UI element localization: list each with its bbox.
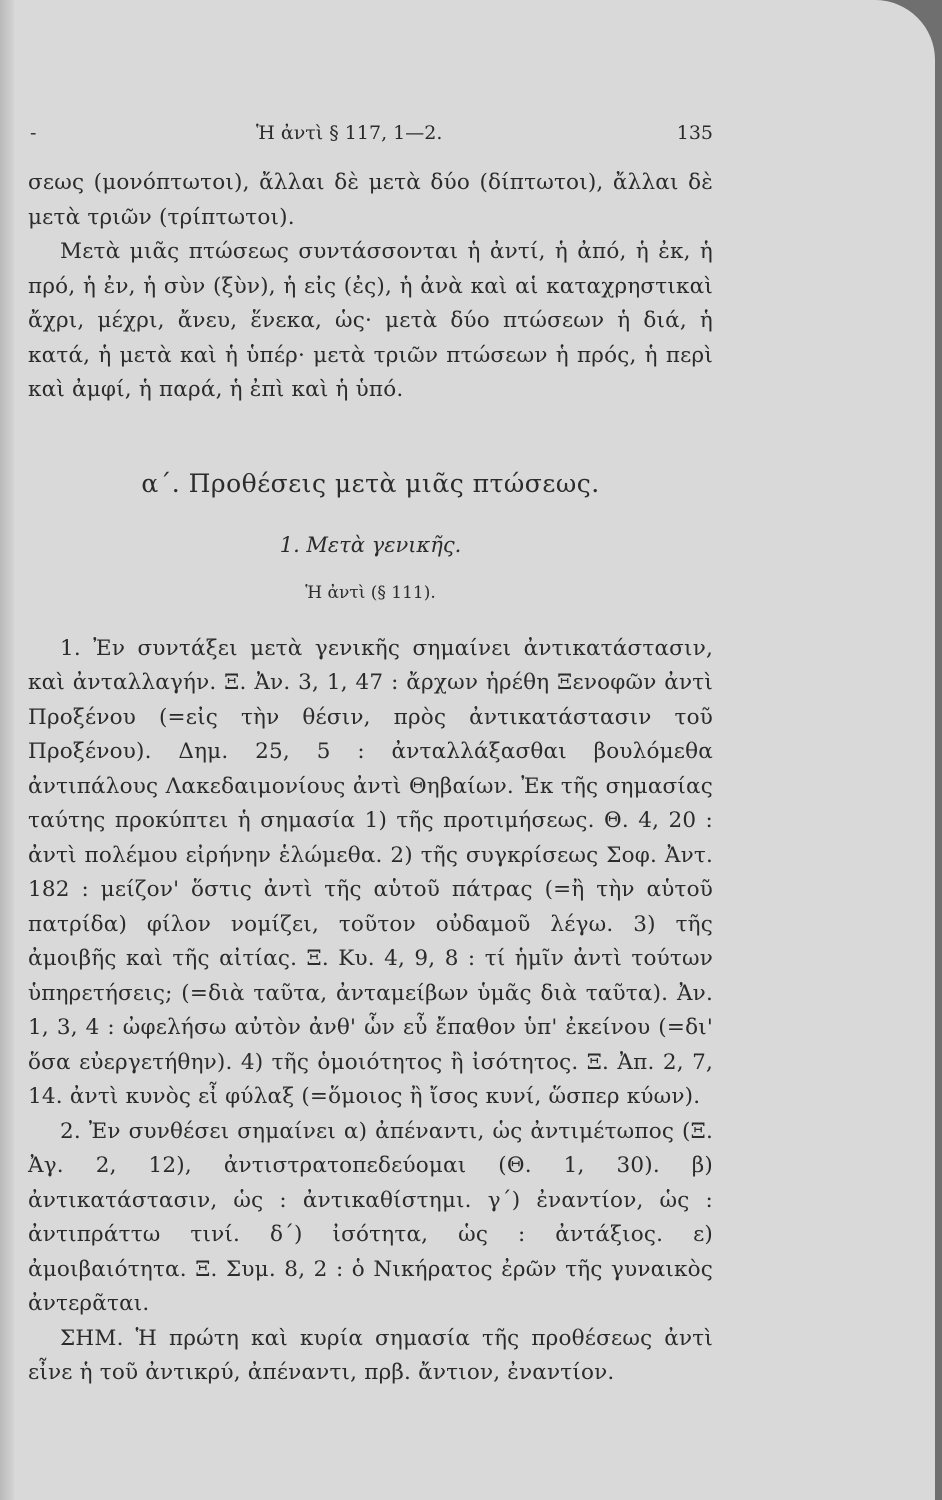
header-title: Ἡ ἀντὶ § 117, 1—2. <box>256 122 443 144</box>
subsection-heading: 1. Μετὰ γενικῆς. <box>279 532 462 557</box>
running-head <box>28 122 713 152</box>
body-text <box>28 166 713 1391</box>
paragraph-composition: 2. Ἐν συνθέσει σημαίνει α) ἀπέναντι, ὡς ἀντιμέτωπος (Ξ. Ἀγ. 2, 12), ἀντιστρατοπεδεύομαι (Θ. 1, 30). β) ἀντικατάστασιν, ὡς : ἀντικαθίστημι. γ΄) ἐναντίον, ὡς : ἀντιπράττω τινί. δ΄) ἰσότητα, ὡς : ἀντάξιος. ε) ἀμοιβαιότητα. Ξ. Συμ. 8, 2 : ὁ Νικήρατος ἐρῶν τῆς γυναικὸς ἀντερᾶται. <box>28 1118 713 1316</box>
paragraph-continuation: σεως (μονόπτωτοι), ἄλλαι δὲ μετὰ δύο (δίπτωτοι), ἄλλαι δὲ μετὰ τριῶν (τρίπτωτοι). <box>28 170 713 230</box>
header-dash: - <box>30 122 37 144</box>
paragraph-syntax: 1. Ἐν συντάξει μετὰ γενικῆς σημαίνει ἀντικατάστασιν, καὶ ἀνταλλαγήν. Ξ. Ἀν. 3, 1, 47 : ἄρχων ἡρέθη Ξενοφῶν ἀντὶ Προξένου (=εἰς τὴν θέσιν, πρὸς ἀντικατάστασιν τοῦ Προξένου). Δημ. 25, 5 : ἀνταλλάξασθαι βουλόμεθα ἀντιπάλους Λακεδαιμονίους ἀντὶ Θηβαίων. Ἐκ τῆς σημασίας ταύτης προκύπτει ἡ σημασία 1) τῆς προτιμήσεως. Θ. 4, 20 : ἀντὶ πολέμου εἰρήνην ἑλώμεθα. 2) τῆς συγκρίσεως Σοφ. Ἀντ. 182 : μείζον' ὅστις ἀντὶ τῆς αὑτοῦ πάτρας (=ἢ τὴν αὑτοῦ πατρίδα) φίλον νομίζει, τοῦτον οὐδαμοῦ λέγω. 3) τῆς ἀμοιβῆς καὶ τῆς αἰτίας. Ξ. Κυ. 4, 9, 8 : τί ἡμῖν ἀντὶ τούτων ὑπηρετήσεις; (=διὰ ταῦτα, ἀνταμείβων ὑμᾶς διὰ ταῦτα). Ἀν. 1, 3, 4 : ὠφελήσω αὐτὸν ἀνθ' ὧν εὖ ἔπαθον ὑπ' ἐκείνου (=δι' ὅσα εὐεργετήθην). 4) τῆς ὁμοιότητος ἢ ἰσότητος. Ξ. Ἀπ. 2, 7, 14. ἀντὶ κυνὸς εἶ φύλαξ (=ὅμοιος ἢ ἴσος κυνί, ὥσπερ κύων). <box>28 635 713 1109</box>
section-heading: α΄. Προθέσεις μετὰ μιᾶς πτώσεως. <box>141 468 600 498</box>
page-number: 135 <box>676 122 713 144</box>
paragraph-note: ΣΗΜ. Ἡ πρώτη καὶ κυρία σημασία τῆς προθέσεως ἀντὶ εἶνε ἡ τοῦ ἀντικρύ, ἀπέναντι, πρβ. ἄντιον, ἐναντίον. <box>28 1325 713 1385</box>
paragraph-prepositions-list: Μετὰ μιᾶς πτώσεως συντάσσονται ἡ ἀντί, ἡ ἀπό, ἡ ἐκ, ἡ πρό, ἡ ἐν, ἡ σὺν (ξὺν), ἡ εἰς (ἐς), ἡ ἀνὰ καὶ αἱ καταχρηστικαὶ ἄχρι, μέχρι, ἄνευ, ἕνεκα, ὡς· μετὰ δύο πτώσεων ἡ διά, ἡ κατά, ἡ μετὰ καὶ ἡ ὑπέρ· μετὰ τριῶν πτώσεων ἡ πρός, ἡ περὶ καὶ ἀμφί, ἡ παρά, ἡ ἐπὶ καὶ ἡ ὑπό. <box>28 239 713 402</box>
page-spine-shadow <box>0 0 14 1500</box>
subsubsection-heading: Ἡ ἀντὶ (§ 111). <box>305 582 436 603</box>
